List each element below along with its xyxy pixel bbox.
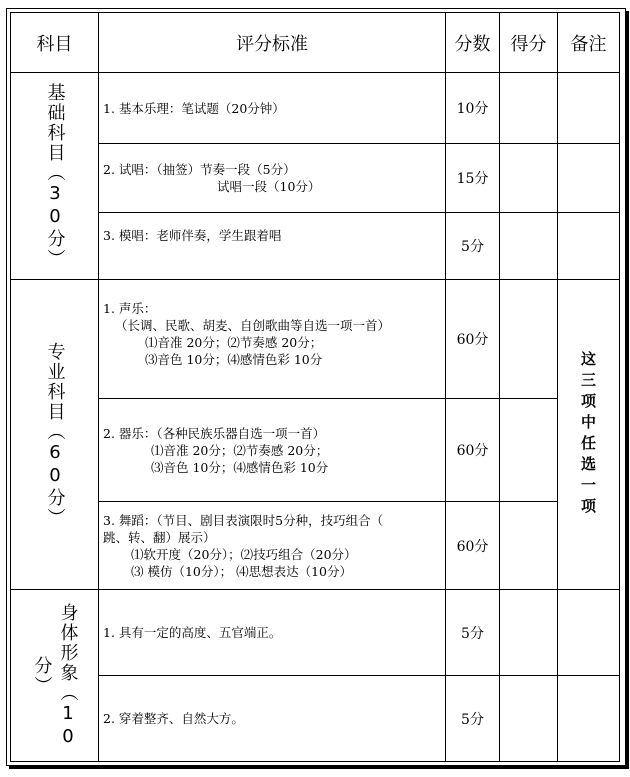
criteria-cell bbox=[99, 280, 446, 399]
criteria-line: 1. 具有一定的高度、五官端正。 bbox=[103, 625, 282, 640]
header-row bbox=[11, 13, 620, 73]
criteria-cell bbox=[99, 590, 446, 676]
points-cell: 60分 bbox=[446, 280, 500, 399]
notes-cell-choice bbox=[558, 280, 620, 590]
criteria-line: 1. 基本乐理：笔试题（20分钟） bbox=[103, 100, 285, 116]
score-cell bbox=[500, 73, 558, 144]
subject-cell-body bbox=[11, 590, 99, 762]
notes-cell bbox=[558, 676, 620, 762]
header-points: 分数 bbox=[446, 13, 500, 73]
table-row bbox=[11, 280, 620, 399]
table-row bbox=[11, 73, 620, 144]
criteria-cell bbox=[99, 73, 446, 144]
header-score: 得分 bbox=[500, 13, 558, 73]
score-cell bbox=[500, 399, 558, 502]
criteria-line: 1. 声乐： bbox=[103, 301, 157, 316]
points-cell: 60分 bbox=[446, 399, 500, 502]
criteria-line: ⑶音色 10分；⑷感情色彩 10分 bbox=[145, 352, 323, 367]
points-cell: 5分 bbox=[446, 213, 500, 280]
header-subject: 科目 bbox=[11, 13, 99, 73]
subject-label-major: 专业科目（60分） bbox=[44, 341, 66, 528]
table-row bbox=[11, 144, 620, 213]
criteria-line: 3. 模唱：老师伴奏，学生跟着唱 bbox=[103, 228, 282, 243]
table-row bbox=[11, 590, 620, 676]
notes-cell bbox=[558, 73, 620, 144]
score-cell bbox=[500, 590, 558, 676]
choice-note: 这三项中任选一项 bbox=[579, 350, 597, 519]
criteria-cell bbox=[99, 676, 446, 762]
subject-label-body: 身体形象（10分） bbox=[31, 602, 79, 749]
criteria-line: （长调、民歌、胡麦、自创歌曲等自选一项一首） bbox=[115, 318, 391, 333]
points-cell: 60分 bbox=[446, 502, 500, 590]
score-cell bbox=[500, 213, 558, 280]
score-cell bbox=[500, 280, 558, 399]
subject-label-basic: 基础科目（30分） bbox=[44, 83, 66, 269]
criteria-line: ⑶音色 10分；⑷感情色彩 10分 bbox=[151, 459, 329, 475]
criteria-line: 试唱一段（10分） bbox=[217, 179, 321, 194]
criteria-cell bbox=[99, 213, 446, 280]
subject-cell-major bbox=[11, 280, 99, 590]
points-cell: 10分 bbox=[446, 73, 500, 144]
points-cell: 15分 bbox=[446, 144, 500, 213]
table-row bbox=[11, 213, 620, 280]
notes-cell bbox=[558, 590, 620, 676]
table-row bbox=[11, 502, 620, 590]
criteria-cell bbox=[99, 399, 446, 502]
criteria-cell bbox=[99, 502, 446, 590]
criteria-cell bbox=[99, 144, 446, 213]
criteria-line: 3. 舞蹈：（节目、剧目表演限时5分种，技巧组合（ bbox=[103, 512, 384, 528]
score-cell bbox=[500, 676, 558, 762]
score-cell bbox=[500, 144, 558, 213]
notes-cell bbox=[558, 144, 620, 213]
header-notes: 备注 bbox=[558, 13, 620, 73]
scoring-table bbox=[10, 12, 620, 762]
points-cell: 5分 bbox=[446, 590, 500, 676]
criteria-line: 2. 器乐：（各种民族乐器自选一项一首） bbox=[103, 425, 326, 441]
subject-cell-basic bbox=[11, 73, 99, 280]
criteria-line: 2. 穿着整齐、自然大方。 bbox=[103, 711, 244, 726]
score-cell bbox=[500, 502, 558, 590]
criteria-line: ⑶ 模仿（10分）； ⑷思想表达（10分） bbox=[131, 563, 353, 579]
table-row bbox=[11, 676, 620, 762]
criteria-line: ⑴音准 20分；⑵节奏感 20分； bbox=[145, 335, 323, 350]
criteria-line: 2. 试唱：（抽签）节奏一段（5分） bbox=[103, 162, 296, 177]
criteria-line: 跳、转、翻）展示） bbox=[103, 529, 216, 545]
criteria-line: ⑴音准 20分；⑵节奏感 20分； bbox=[151, 442, 329, 458]
header-criteria: 评分标准 bbox=[99, 13, 446, 73]
criteria-line: ⑴软开度（20分）；⑵技巧组合（20分） bbox=[131, 546, 357, 562]
table-row bbox=[11, 399, 620, 502]
points-cell: 5分 bbox=[446, 676, 500, 762]
notes-cell bbox=[558, 213, 620, 280]
